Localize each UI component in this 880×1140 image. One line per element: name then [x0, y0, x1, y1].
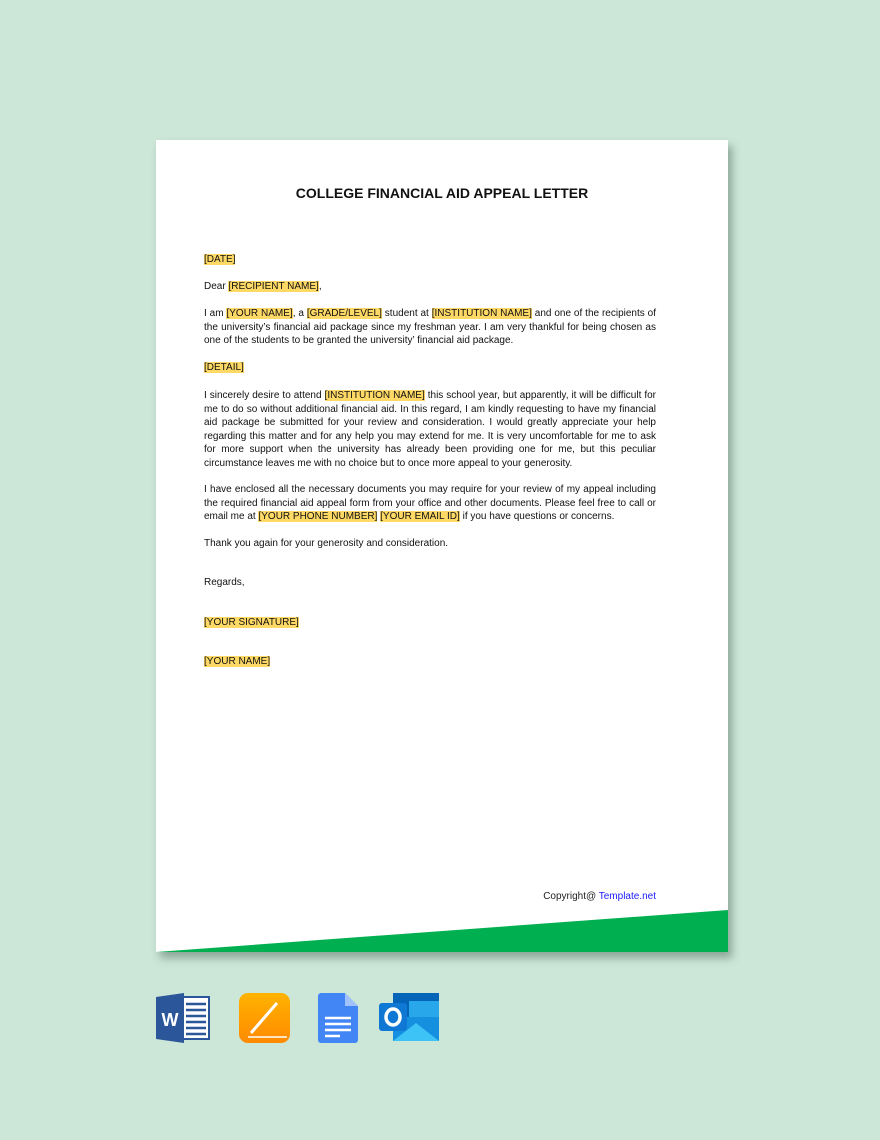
text-segment: student at [381, 308, 432, 319]
text-segment: Thank you again for your generosity and consideration. [204, 538, 449, 549]
placeholder-field: [YOUR NAME] [204, 656, 271, 667]
placeholder-field: [RECIPIENT NAME] [228, 281, 319, 292]
signature-placeholder [204, 616, 656, 630]
placeholder-field: [INSTITUTION NAME] [431, 308, 532, 319]
date-placeholder [204, 253, 656, 267]
outlook-icon[interactable] [379, 993, 439, 1043]
salutation [204, 280, 656, 294]
pages-icon[interactable] [239, 993, 290, 1043]
enclosure-paragraph [204, 483, 656, 524]
text-segment: , [318, 281, 322, 292]
placeholder-field: [DATE] [204, 254, 236, 265]
text-segment: and one of the recipients of the university’s financial aid package since my freshman year. I am very thankful for being chosen as one of the students to be granted the university’ financial aid package. [204, 308, 656, 346]
template-net-link[interactable]: Template.net [598, 891, 656, 902]
text-segment: , a [292, 308, 307, 319]
intro-paragraph [204, 307, 656, 348]
text-segment: I am [204, 308, 227, 319]
placeholder-field: [YOUR PHONE NUMBER] [258, 511, 378, 522]
svg-text:W: W [161, 1010, 179, 1030]
closing [204, 576, 656, 590]
placeholder-field: [YOUR NAME] [226, 308, 293, 319]
placeholder-field: [DETAIL] [204, 362, 244, 373]
text-segment: Dear [204, 281, 229, 292]
word-icon[interactable] [156, 993, 210, 1043]
placeholder-field: [GRADE/LEVEL] [306, 308, 382, 319]
google-docs-icon[interactable] [318, 993, 358, 1043]
placeholder-field: [YOUR SIGNATURE] [204, 617, 299, 628]
thank-you-line [204, 537, 656, 551]
placeholder-field: [YOUR EMAIL ID] [380, 511, 460, 522]
request-paragraph [204, 389, 656, 470]
text-segment: if you have questions or concerns. [459, 511, 615, 522]
text-segment: this school year, but apparently, it will be difficult for me to do so without additional financial aid. In this regard, I am kindly requesting to have my financial aid package be submitted for your review and consideration. I would greatly appreciate your help regarding this matter and for any help you may extend for me. It is very uncomfortable for me to ask for more support when the university has already been providing one for me, but this peculiar circumstance leaves me with no choice but to once more appeal to your generosity. [204, 390, 657, 469]
text-segment: Regards, [204, 577, 245, 588]
name-placeholder [204, 655, 656, 669]
document-title: COLLEGE FINANCIAL AID APPEAL LETTER [295, 185, 589, 201]
copyright [543, 891, 656, 902]
green-footer-band [156, 910, 728, 952]
letter-page [156, 140, 728, 952]
text-segment: I have enclosed all the necessary documents you may require for your review of my appeal including the required financial aid appeal form from your office and other documents. Please feel free to call or email me at [204, 484, 656, 522]
detail-placeholder [204, 361, 656, 375]
placeholder-field: [INSTITUTION NAME] [324, 390, 425, 401]
text-segment: I sincerely desire to attend [204, 390, 325, 401]
copyright-label: Copyright@ [543, 891, 599, 902]
